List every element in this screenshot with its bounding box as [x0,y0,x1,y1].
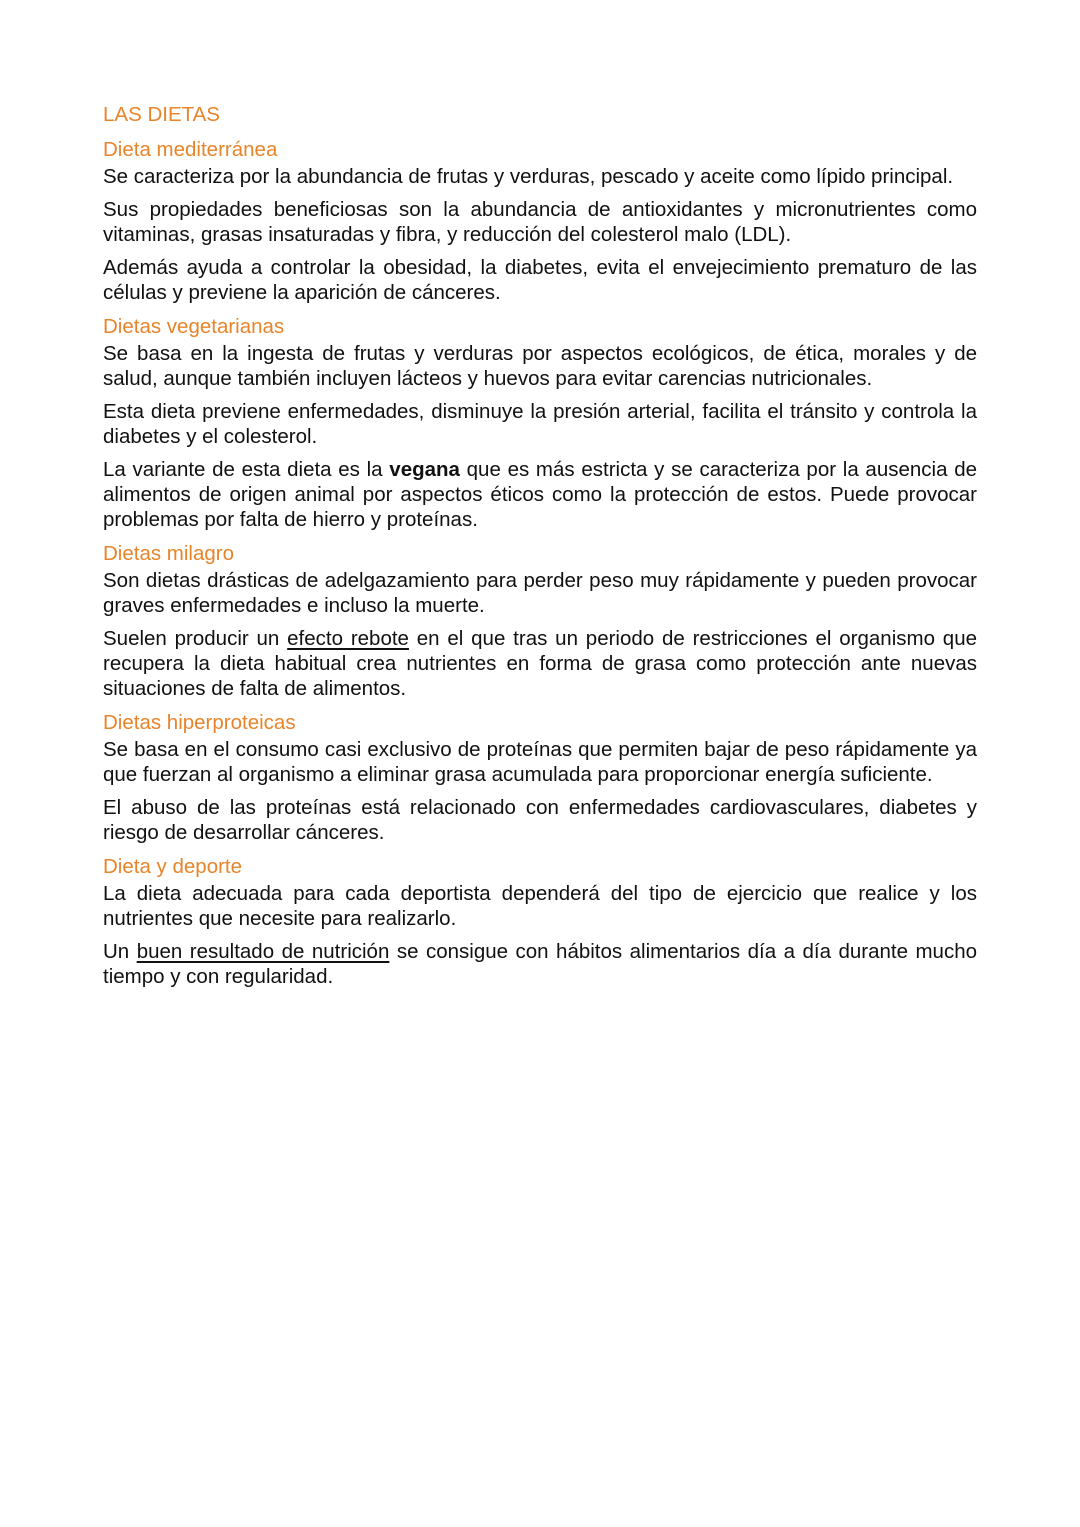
text-run: en el que tras un periodo de restricciones el organismo que recupera la dieta habitual crea nutrientes en forma de grasa como protección ante nuevas situaciones de falta de alimentos. [103,627,977,700]
paragraph: Esta dieta previene enfermedades, disminuye la presión arterial, facilita el tránsito y controla la diabetes y el colesterol. [103,400,977,448]
text-run: Suelen producir un [103,627,288,650]
paragraph: Son dietas drásticas de adelgazamiento para perder peso muy rápidamente y pueden provocar graves enfermedades e incluso la muerte. [103,569,977,617]
underlined-term-efecto-rebote: efecto rebote [287,627,409,650]
section-heading: Dietas hiperproteicas [103,711,296,734]
underlined-term-buen-resultado: buen resultado de nutrición [136,940,390,963]
paragraph-efecto-rebote [103,626,977,701]
section-heading: Dietas vegetarianas [103,315,285,338]
section-heading: Dietas milagro [103,542,235,565]
section-dieta-y-deporte [103,853,977,989]
text-run: La variante de esta dieta es la [103,458,390,481]
paragraph: La dieta adecuada para cada deportista dependerá del tipo de ejercicio que realice y los nutrientes que necesite para realizarlo. [103,882,977,930]
bold-term-vegana: vegana [389,458,460,481]
paragraph-buen-resultado [103,939,977,989]
section-heading: Dieta mediterránea [103,138,278,161]
text-run: se consigue con hábitos alimentarios día a día durante mucho tiempo y con regularidad. [103,940,978,988]
document-page [103,101,977,997]
paragraph: Se caracteriza por la abundancia de frutas y verduras, pescado y aceite como lípido principal. [103,165,954,188]
paragraph: Sus propiedades beneficiosas son la abundancia de antioxidantes y micronutrientes como vitaminas, grasas insaturadas y fibra, y reducción del colesterol malo (LDL). [103,198,977,246]
section-dieta-mediterranea [103,136,977,305]
paragraph-vegana [103,457,977,532]
section-dietas-vegetarianas [103,313,977,532]
paragraph: Se basa en el consumo casi exclusivo de proteínas que permiten bajar de peso rápidamente ya que fuerzan al organismo a eliminar grasa acumulada para proporcionar energía suficiente. [103,738,977,786]
section-dietas-hiperproteicas [103,709,977,845]
paragraph: Se basa en la ingesta de frutas y verduras por aspectos ecológicos, de ética, morales y de salud, aunque también incluyen lácteos y huevos para evitar carencias nutricionales. [103,342,977,390]
section-dietas-milagro [103,540,977,701]
document-title: LAS DIETAS [103,103,220,126]
text-run: que es más estricta y se caracteriza por la ausencia de alimentos de origen animal por aspectos éticos como la protección de estos. Puede provocar problemas por falta de hierro y proteínas. [103,458,977,531]
section-heading: Dieta y deporte [103,855,243,878]
text-run: Un [103,940,137,963]
paragraph: Además ayuda a controlar la obesidad, la diabetes, evita el envejecimiento prematuro de las células y previene la aparición de cánceres. [103,256,977,304]
paragraph: El abuso de las proteínas está relacionado con enfermedades cardiovasculares, diabetes y riesgo de desarrollar cánceres. [103,796,977,844]
